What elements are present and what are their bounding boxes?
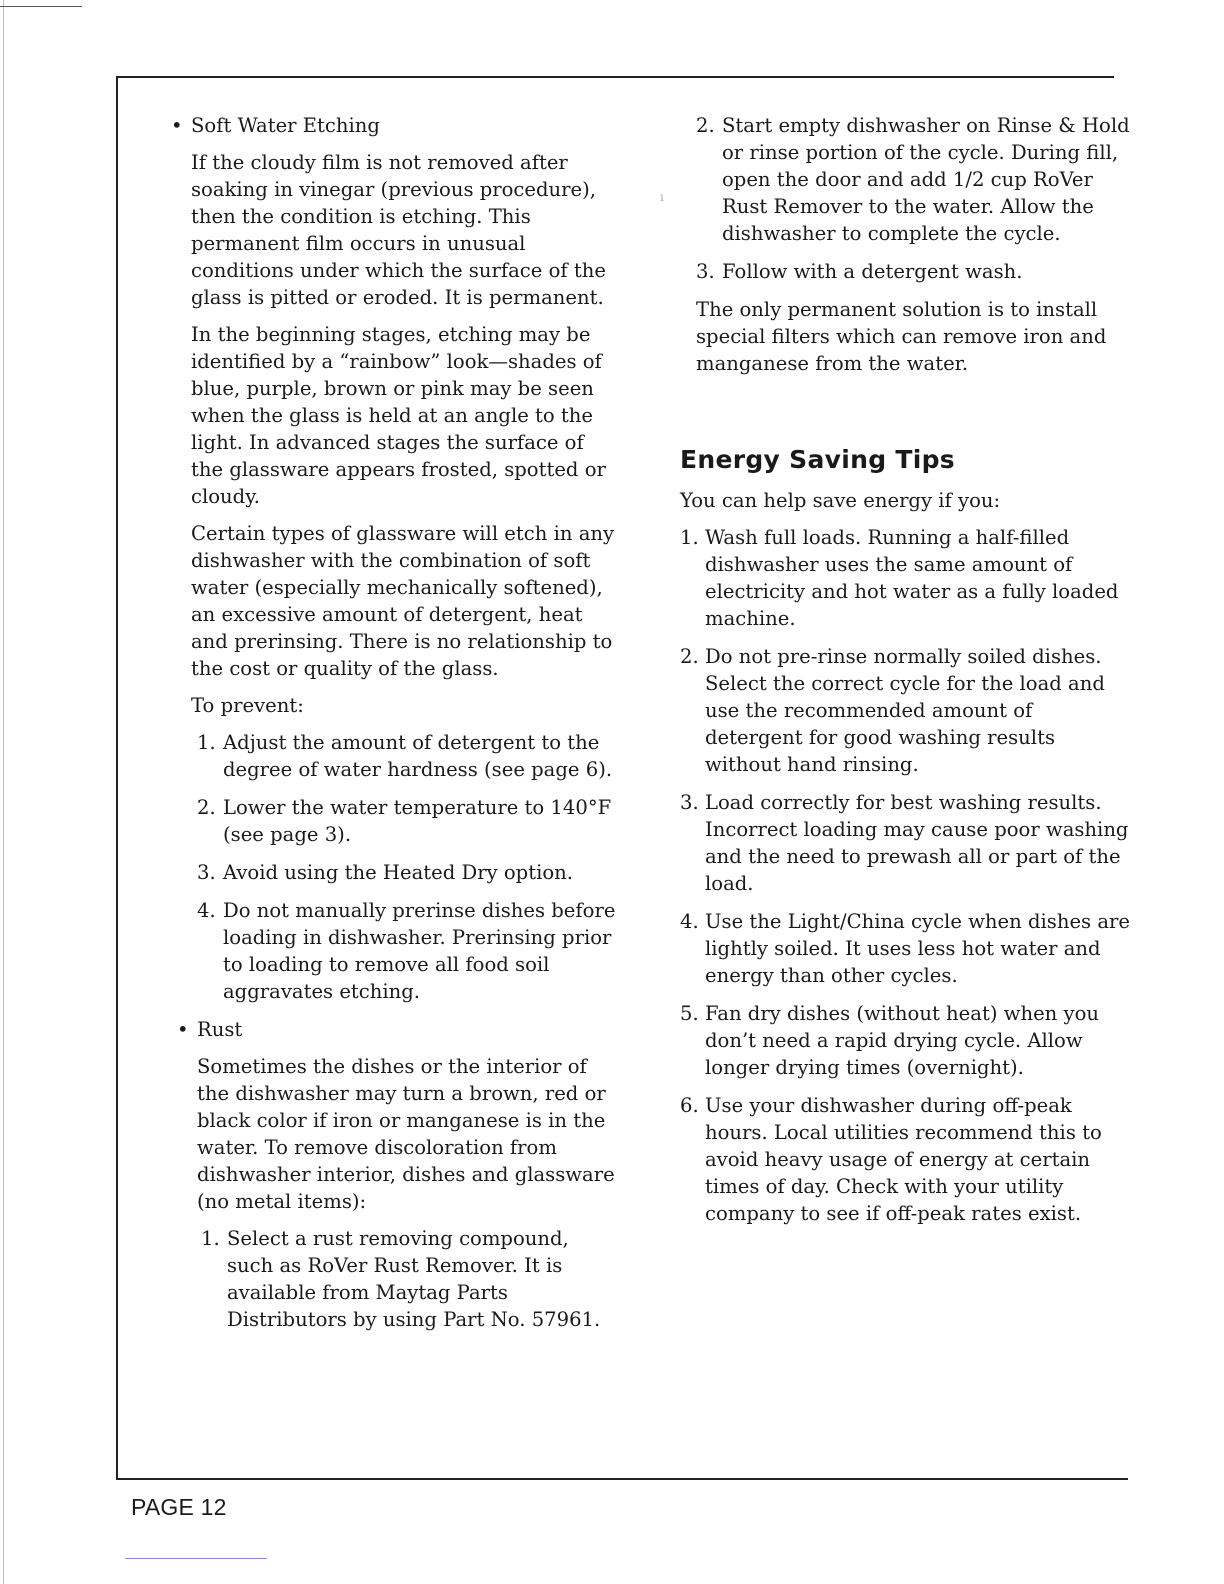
rust-steps-continued-list	[696, 112, 1130, 285]
list-item	[680, 908, 1130, 989]
list-item-text: Lower the water temperature to 140°F (see page 3).	[223, 796, 612, 846]
list-item-text: Avoid using the Heated Dry option.	[223, 861, 574, 884]
energy-section-title: Energy Saving Tips	[680, 445, 955, 474]
list-item	[680, 789, 1130, 897]
right-column	[680, 112, 1130, 1238]
list-item	[680, 524, 1130, 632]
soft-water-heading: Soft Water Etching	[191, 114, 380, 137]
list-item	[680, 1000, 1130, 1081]
list-item-number: 2.	[197, 796, 216, 819]
energy-intro: You can help save energy if you:	[680, 489, 1001, 512]
page-frame-bottom-rule	[116, 1478, 1128, 1480]
list-item-text: Adjust the amount of detergent to the degree of water hardness (see page 6).	[223, 731, 613, 781]
list-item-text: Fan dry dishes (without heat) when you don’t need a rapid drying cycle. Allow longer drying times (overnight).	[705, 1002, 1100, 1079]
soft-water-paragraph-1: If the cloudy film is not removed after soaking in vinegar (previous procedure), then the condition is etching. This permanent film occurs in unusual conditions under which the surface of the glass is pitted or eroded. It is permanent.	[191, 151, 606, 309]
list-item-text: Wash full loads. Running a half-filled dishwasher uses the same amount of electricity and hot water as a fully loaded machine.	[705, 526, 1119, 630]
list-item-text: Select a rust removing compound, such as RoVer Rust Remover. It is available from Maytag Parts Distributors by using Part No. 57961.	[227, 1227, 601, 1331]
list-item-number: 1.	[201, 1227, 220, 1250]
bullet-icon: •	[177, 1018, 189, 1041]
list-item	[680, 643, 1130, 778]
prevent-label: To prevent:	[191, 694, 304, 717]
rust-paragraph: Sometimes the dishes or the interior of the dishwasher may turn a brown, red or black color if iron or manganese is in the water. To remove discoloration from dishwasher interior, dishes and glassware (no metal items):	[197, 1055, 615, 1213]
soft-water-paragraph-2: In the beginning stages, etching may be identified by a “rainbow” look—shades of blue, purple, brown or pink may be seen when the glass is held at an angle to the light. In advanced stages the surface of the glassware appears frosted, spotted or cloudy.	[191, 323, 606, 508]
list-item-text: Follow with a detergent wash.	[722, 260, 1023, 283]
rust-heading: Rust	[197, 1018, 243, 1041]
page-frame-left-rule	[116, 76, 118, 1480]
list-item-text: Start empty dishwasher on Rinse & Hold or rinse portion of the cycle. During fill, open the door and add 1/2 cup RoVer Rust Remover to the water. Allow the dishwasher to complete the cycle.	[722, 114, 1130, 245]
list-item-number: 4.	[197, 899, 216, 922]
rust-steps-list	[201, 1225, 617, 1333]
list-item-text: Use your dishwasher during off-peak hours. Local utilities recommend this to avoid heavy usage of energy at certain times of day. Check with your utility company to see if off-peak rates exist.	[705, 1094, 1102, 1225]
list-item-text: Load correctly for best washing results. Incorrect loading may cause poor washing and the need to prewash all or part of the load.	[705, 791, 1129, 895]
scan-edge-bottom	[125, 1558, 267, 1559]
scan-edge-left	[3, 0, 4, 1584]
list-item-number: 3.	[197, 861, 216, 884]
scan-edge-top	[0, 6, 82, 7]
energy-tips-list	[680, 524, 1130, 1227]
list-item-number: 2.	[696, 114, 715, 137]
bullet-soft-water-etching	[171, 112, 617, 139]
list-item-number: 3.	[696, 260, 715, 283]
list-item	[201, 1225, 617, 1333]
list-item	[696, 258, 1130, 285]
list-item	[197, 794, 617, 848]
list-item-number: 3.	[680, 791, 699, 814]
list-item-text: Do not pre-rinse normally soiled dishes. Select the correct cycle for the load and use the recommended amount of detergent for good washing results without hand rinsing.	[705, 645, 1105, 776]
list-item	[197, 897, 617, 1005]
bullet-rust	[177, 1016, 617, 1043]
list-item	[197, 729, 617, 783]
list-item-number: 5.	[680, 1002, 699, 1025]
list-item-number: 1.	[680, 526, 699, 549]
list-item	[680, 1092, 1130, 1227]
bullet-icon: •	[171, 114, 183, 137]
page-number: PAGE 12	[131, 1494, 227, 1520]
page-frame-top-rule	[116, 76, 1114, 78]
list-item-text: Use the Light/China cycle when dishes are lightly soiled. It uses less hot water and energy than other cycles.	[705, 910, 1130, 987]
list-item-number: 4.	[680, 910, 699, 933]
list-item-number: 2.	[680, 645, 699, 668]
soft-water-paragraph-3: Certain types of glassware will etch in any dishwasher with the combination of soft water (especially mechanically softened), an excessive amount of detergent, heat and prerinsing. There is no relationship to the cost or quality of the glass.	[191, 522, 615, 680]
scan-speck: ı	[660, 190, 664, 204]
list-item	[197, 859, 617, 886]
prevent-steps-list	[197, 729, 617, 1005]
list-item-text: Do not manually prerinse dishes before loading in dishwasher. Prerinsing prior to loading to remove all food soil aggravates etching.	[223, 899, 616, 1003]
left-column	[171, 112, 617, 1344]
rust-permanent-solution: The only permanent solution is to install special filters which can remove iron and manganese from the water.	[696, 298, 1107, 375]
list-item	[696, 112, 1130, 247]
list-item-number: 6.	[680, 1094, 699, 1117]
list-item-number: 1.	[197, 731, 216, 754]
